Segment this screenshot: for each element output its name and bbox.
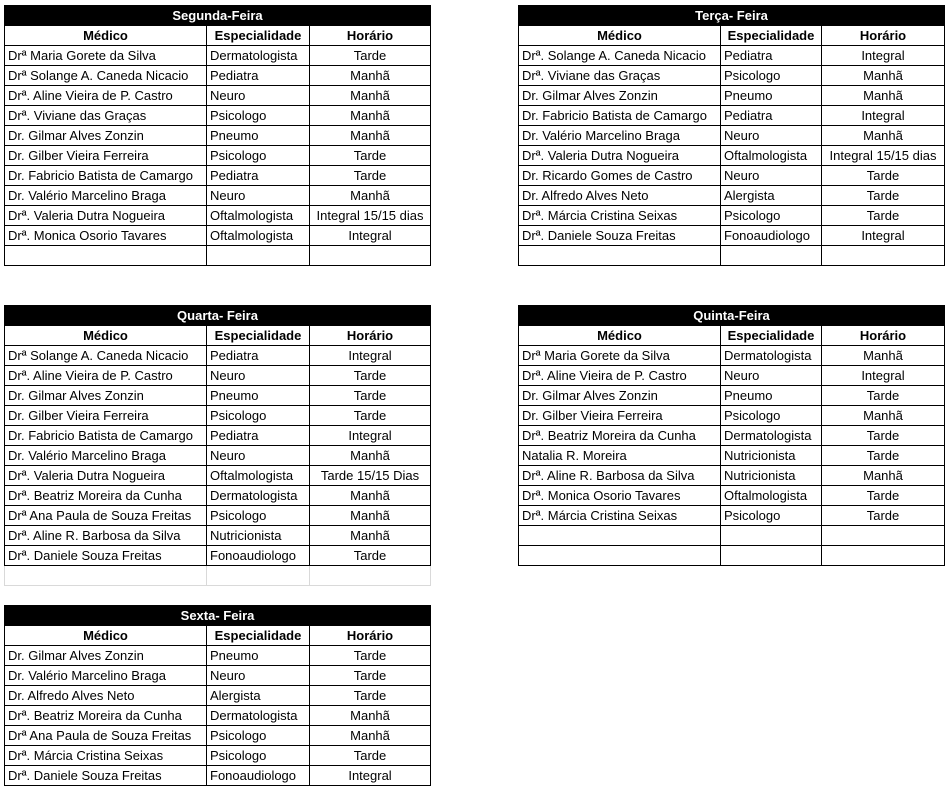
table-row [519,166,945,186]
cell-horario: Tarde [310,646,431,666]
header-horario: Horário [822,326,945,346]
cell-horario: Integral [310,226,431,246]
cell-medico [519,546,721,566]
cell-medico: Drª. Solange A. Caneda Nicacio [519,46,721,66]
table-row [5,526,431,546]
table-row [5,706,431,726]
header-medico: Médico [519,326,721,346]
cell-medico: Dr. Gilmar Alves Zonzin [519,86,721,106]
cell-medico: Dr. Fabricio Batista de Camargo [519,106,721,126]
cell-horario: Tarde 15/15 Dias [310,466,431,486]
cell-horario: Manhã [310,486,431,506]
table-row [519,246,945,266]
cell-horario: Manhã [310,706,431,726]
cell-especialidade [721,246,822,266]
header-row [5,326,431,346]
cell-horario: Integral [822,46,945,66]
table-row [5,166,431,186]
cell-medico: Drª Solange A. Caneda Nicacio [5,346,207,366]
cell-horario: Manhã [310,126,431,146]
table-row [519,446,945,466]
cell-especialidade: Psicologo [207,406,310,426]
cell-especialidade: Nutricionista [721,446,822,466]
table-row [519,206,945,226]
cell-especialidade: Oftalmologista [207,466,310,486]
table-row [519,46,945,66]
cell-especialidade: Oftalmologista [721,146,822,166]
cell-especialidade: Pediatra [721,106,822,126]
cell-medico: Dr. Gilber Vieira Ferreira [519,406,721,426]
cell-especialidade: Psicologo [207,746,310,766]
header-especialidade: Especialidade [207,26,310,46]
cell-medico: Drª. Márcia Cristina Seixas [519,206,721,226]
header-horario: Horário [310,326,431,346]
cell-especialidade: Nutricionista [721,466,822,486]
cell-medico: Drª. Aline Vieira de P. Castro [5,86,207,106]
cell-horario: Tarde [310,386,431,406]
cell-especialidade: Pediatra [207,346,310,366]
cell-horario: Tarde [822,506,945,526]
cell-horario: Tarde [310,546,431,566]
cell-especialidade: Dermatologista [207,46,310,66]
cell-medico: Dr. Ricardo Gomes de Castro [519,166,721,186]
cell-medico: Drª. Daniele Souza Freitas [519,226,721,246]
cell-horario: Manhã [822,406,945,426]
table-row [519,506,945,526]
cell-especialidade: Pneumo [721,86,822,106]
cell-horario: Tarde [822,166,945,186]
cell-horario: Manhã [310,446,431,466]
cell-medico: Drª. Daniele Souza Freitas [5,766,207,786]
cell-medico: Drª. Valeria Dutra Nogueira [519,146,721,166]
table-row [519,126,945,146]
header-especialidade: Especialidade [721,326,822,346]
table-row [5,666,431,686]
cell-horario: Tarde [310,666,431,686]
cell-medico: Drª. Valeria Dutra Nogueira [5,466,207,486]
cell-especialidade: Neuro [207,666,310,686]
empty-cell [207,566,310,586]
cell-medico: Natalia R. Moreira [519,446,721,466]
cell-medico [519,246,721,266]
cell-horario: Tarde [310,146,431,166]
table-row [5,686,431,706]
cell-medico: Drª. Aline Vieira de P. Castro [5,366,207,386]
table-row [519,146,945,166]
table-row [5,186,431,206]
table-row [5,546,431,566]
table-row [5,346,431,366]
cell-especialidade: Neuro [207,446,310,466]
table-row [5,146,431,166]
header-horario: Horário [310,626,431,646]
cell-especialidade: Neuro [721,166,822,186]
table-row [5,66,431,86]
header-medico: Médico [5,326,207,346]
cell-medico [5,246,207,266]
cell-medico: Drª. Viviane das Graças [519,66,721,86]
cell-medico: Dr. Valério Marcelino Braga [5,446,207,466]
cell-medico: Drª Solange A. Caneda Nicacio [5,66,207,86]
header-especialidade: Especialidade [207,326,310,346]
table-row [5,766,431,786]
cell-horario: Integral [822,106,945,126]
cell-especialidade: Psicologo [207,506,310,526]
cell-especialidade: Oftalmologista [207,226,310,246]
cell-horario: Integral 15/15 dias [822,146,945,166]
day-title-row [5,606,431,626]
table-row [519,346,945,366]
cell-especialidade: Fonoaudiologo [721,226,822,246]
header-horario: Horário [310,26,431,46]
cell-medico: Dr. Gilmar Alves Zonzin [5,126,207,146]
cell-especialidade: Pediatra [721,46,822,66]
cell-especialidade: Fonoaudiologo [207,766,310,786]
cell-medico: Dr. Gilmar Alves Zonzin [5,646,207,666]
header-row [519,326,945,346]
cell-medico: Drª Maria Gorete da Silva [519,346,721,366]
cell-especialidade: Psicologo [721,66,822,86]
cell-horario [822,546,945,566]
cell-horario: Integral [310,766,431,786]
cell-especialidade: Pneumo [207,386,310,406]
table-row [5,746,431,766]
cell-especialidade: Pediatra [207,426,310,446]
schedule-quinta [518,305,945,566]
cell-medico: Dr. Valério Marcelino Braga [519,126,721,146]
cell-medico: Dr. Gilber Vieira Ferreira [5,406,207,426]
gridline-row [5,566,431,586]
cell-medico [519,526,721,546]
table-row [519,226,945,246]
schedule-segunda [4,5,431,266]
cell-horario [822,526,945,546]
table-row [519,526,945,546]
cell-medico: Drª. Aline R. Barbosa da Silva [519,466,721,486]
table-row [5,126,431,146]
header-horario: Horário [822,26,945,46]
cell-especialidade: Dermatologista [207,706,310,726]
header-medico: Médico [5,626,207,646]
cell-horario: Tarde [822,186,945,206]
cell-especialidade: Nutricionista [207,526,310,546]
cell-horario: Integral [310,426,431,446]
schedule-terca [518,5,945,266]
schedule-sexta [4,605,431,786]
cell-horario: Manhã [822,66,945,86]
table-row [519,366,945,386]
cell-medico: Drª Ana Paula de Souza Freitas [5,726,207,746]
cell-medico: Drª. Márcia Cristina Seixas [5,746,207,766]
cell-especialidade: Neuro [721,366,822,386]
table-row [5,46,431,66]
table-row [519,546,945,566]
cell-especialidade: Neuro [721,126,822,146]
cell-horario: Tarde [310,366,431,386]
cell-horario: Manhã [310,86,431,106]
cell-especialidade [721,546,822,566]
cell-horario: Tarde [822,206,945,226]
day-title: Quarta- Feira [5,306,431,326]
cell-horario: Integral [310,346,431,366]
cell-medico: Drª Maria Gorete da Silva [5,46,207,66]
cell-especialidade: Oftalmologista [721,486,822,506]
cell-especialidade: Pneumo [207,646,310,666]
cell-especialidade [721,526,822,546]
cell-medico: Drª. Viviane das Graças [5,106,207,126]
cell-especialidade: Psicologo [207,106,310,126]
table-row [5,466,431,486]
cell-medico: Dr. Valério Marcelino Braga [5,666,207,686]
cell-medico: Dr. Fabricio Batista de Camargo [5,166,207,186]
cell-horario: Integral [822,366,945,386]
cell-especialidade: Psicologo [721,506,822,526]
day-title: Segunda-Feira [5,6,431,26]
header-row [5,626,431,646]
cell-horario: Tarde [822,486,945,506]
day-title: Terça- Feira [519,6,945,26]
cell-horario: Manhã [310,186,431,206]
table-row [5,366,431,386]
cell-horario: Manhã [822,346,945,366]
table-row [519,406,945,426]
cell-medico: Dr. Gilmar Alves Zonzin [519,386,721,406]
cell-horario: Tarde [822,426,945,446]
cell-especialidade: Pediatra [207,166,310,186]
cell-medico: Drª. Márcia Cristina Seixas [519,506,721,526]
cell-especialidade: Pneumo [721,386,822,406]
cell-especialidade [207,246,310,266]
table-row [519,186,945,206]
cell-horario: Tarde [310,686,431,706]
cell-medico: Drª. Valeria Dutra Nogueira [5,206,207,226]
table-row [5,246,431,266]
cell-horario [822,246,945,266]
cell-especialidade: Dermatologista [721,426,822,446]
table-row [519,426,945,446]
cell-especialidade: Pneumo [207,126,310,146]
cell-especialidade: Neuro [207,86,310,106]
table-row [519,66,945,86]
cell-horario: Tarde [310,166,431,186]
cell-horario: Integral 15/15 dias [310,206,431,226]
cell-medico: Dr. Gilmar Alves Zonzin [5,386,207,406]
cell-especialidade: Pediatra [207,66,310,86]
cell-medico: Dr. Fabricio Batista de Camargo [5,426,207,446]
cell-horario: Tarde [310,746,431,766]
cell-horario [310,246,431,266]
empty-cell [310,566,431,586]
day-title-row [5,6,431,26]
cell-medico: Dr. Alfredo Alves Neto [519,186,721,206]
day-title-row [519,6,945,26]
table-row [519,486,945,506]
header-row [5,26,431,46]
day-title-row [5,306,431,326]
table-row [519,466,945,486]
table-row [519,386,945,406]
cell-medico: Dr. Gilber Vieira Ferreira [5,146,207,166]
header-especialidade: Especialidade [207,626,310,646]
cell-horario: Manhã [822,466,945,486]
cell-especialidade: Fonoaudiologo [207,546,310,566]
header-medico: Médico [519,26,721,46]
cell-medico: Drª. Beatriz Moreira da Cunha [5,706,207,726]
cell-horario: Tarde [310,46,431,66]
table-row [5,726,431,746]
header-row [519,26,945,46]
table-row [5,486,431,506]
table-row [5,386,431,406]
cell-medico: Dr. Alfredo Alves Neto [5,686,207,706]
cell-especialidade: Neuro [207,186,310,206]
cell-medico: Drª. Aline Vieira de P. Castro [519,366,721,386]
cell-horario: Tarde [310,406,431,426]
cell-horario: Manhã [822,126,945,146]
cell-horario: Manhã [310,526,431,546]
cell-especialidade: Alergista [721,186,822,206]
cell-especialidade: Psicologo [721,206,822,226]
table-row [5,446,431,466]
day-title: Sexta- Feira [5,606,431,626]
table-row [5,226,431,246]
table-row [5,86,431,106]
cell-medico: Drª Ana Paula de Souza Freitas [5,506,207,526]
cell-horario: Manhã [310,106,431,126]
cell-horario: Tarde [822,446,945,466]
cell-especialidade: Psicologo [721,406,822,426]
cell-medico: Drª. Daniele Souza Freitas [5,546,207,566]
schedule-quarta [4,305,431,586]
header-medico: Médico [5,26,207,46]
cell-medico: Drª. Monica Osorio Tavares [5,226,207,246]
table-row [519,86,945,106]
cell-horario: Manhã [822,86,945,106]
table-row [519,106,945,126]
cell-especialidade: Alergista [207,686,310,706]
cell-medico: Drª. Monica Osorio Tavares [519,486,721,506]
cell-horario: Manhã [310,66,431,86]
cell-medico: Dr. Valério Marcelino Braga [5,186,207,206]
day-title-row [519,306,945,326]
cell-especialidade: Dermatologista [207,486,310,506]
cell-horario: Manhã [310,726,431,746]
cell-especialidade: Psicologo [207,726,310,746]
cell-horario: Tarde [822,386,945,406]
cell-especialidade: Psicologo [207,146,310,166]
cell-medico: Drª. Aline R. Barbosa da Silva [5,526,207,546]
table-row [5,426,431,446]
cell-medico: Drª. Beatriz Moreira da Cunha [5,486,207,506]
header-especialidade: Especialidade [721,26,822,46]
cell-horario: Manhã [310,506,431,526]
table-row [5,646,431,666]
cell-especialidade: Neuro [207,366,310,386]
cell-horario: Integral [822,226,945,246]
cell-medico: Drª. Beatriz Moreira da Cunha [519,426,721,446]
table-row [5,406,431,426]
table-row [5,206,431,226]
cell-especialidade: Dermatologista [721,346,822,366]
day-title: Quinta-Feira [519,306,945,326]
table-row [5,106,431,126]
empty-cell [5,566,207,586]
table-row [5,506,431,526]
cell-especialidade: Oftalmologista [207,206,310,226]
